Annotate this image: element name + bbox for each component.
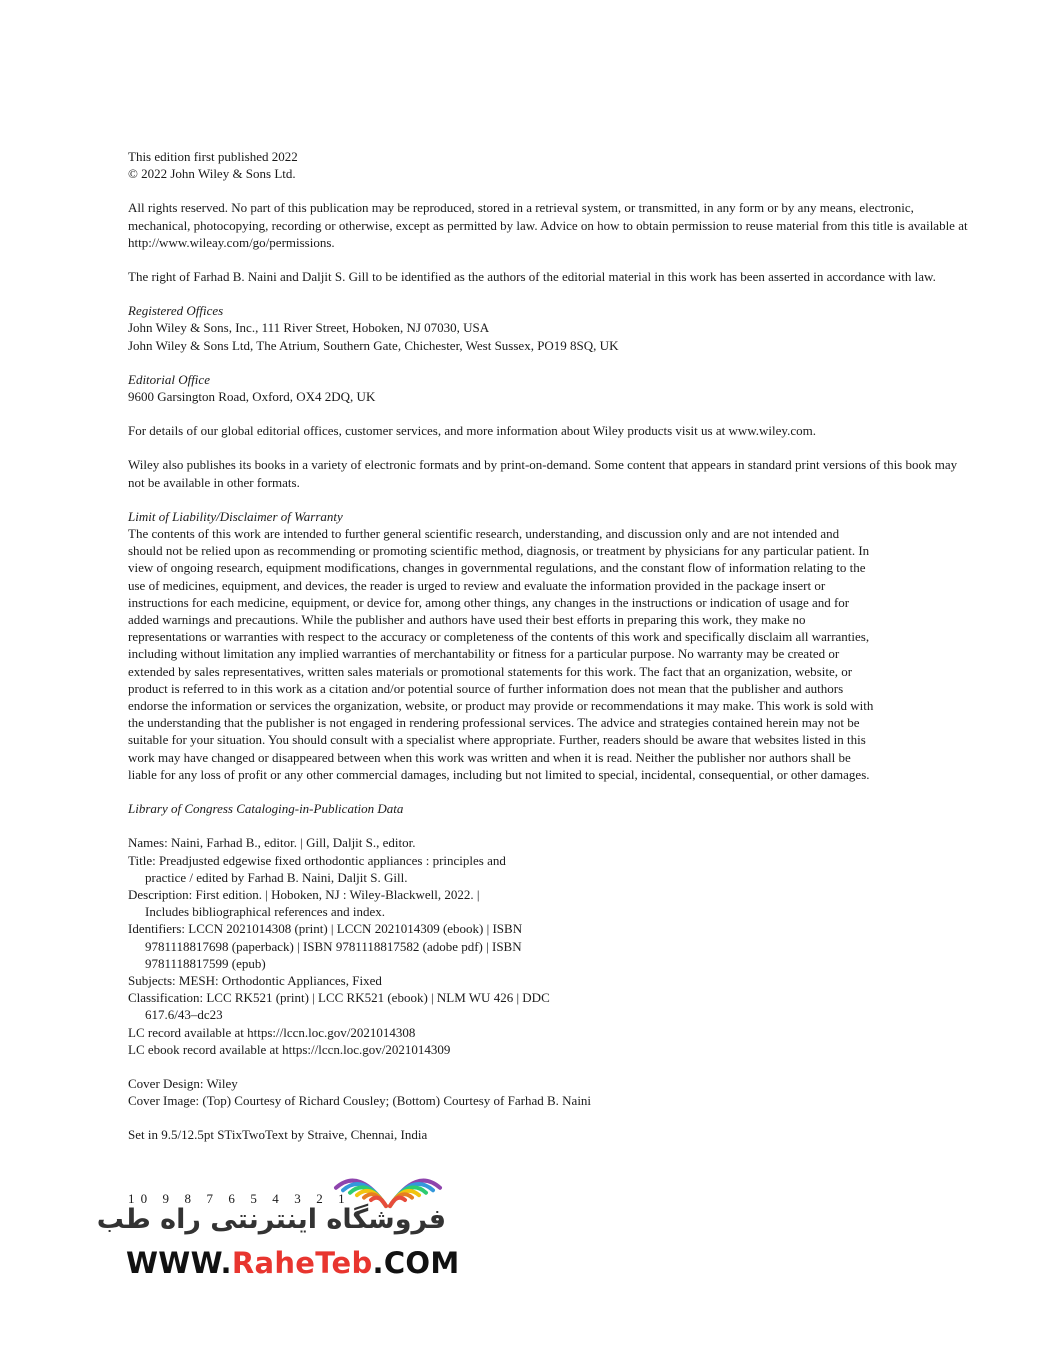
liability-line: work may have changed or disappeared between when this work was written and when it is read. Neither the publisher nor authors shall be	[128, 749, 851, 765]
open-book-rainbow-icon	[332, 1150, 444, 1210]
liability-line: liable for any loss of profit or any other commercial damages, including but not limited to special, incidental, consequential, or other damages.	[128, 766, 870, 782]
watermark-url-prefix: WWW.	[126, 1246, 232, 1280]
editorial-office-heading: Editorial Office	[128, 371, 210, 387]
cip-identifiers-continued: 9781118817698 (paperback) | ISBN 9781118817582 (adobe pdf) | ISBN	[145, 938, 522, 954]
liability-line: endorse the information or services the organization, website, or product may provide or recommendations it may make. This work is sold with	[128, 698, 874, 714]
cover-credits-block	[128, 1075, 968, 1109]
watermark-url	[126, 1246, 460, 1280]
liability-line: representations or warranties with respect to the accuracy or completeness of the contents of this work and specifically disclaim all warranties,	[128, 629, 870, 645]
authors-right-block	[128, 268, 968, 285]
liability-line: The contents of this work are intended to further general scientific research, understanding, and discussion only and are not intended and	[128, 526, 840, 542]
typeset-block	[128, 1126, 968, 1143]
liability-line: product is referred to in this work as a citation and/or potential source of further information does not mean that the publisher and authors	[128, 680, 844, 696]
editorial-office-block	[128, 371, 968, 405]
cover-design: Cover Design: Wiley	[128, 1075, 238, 1091]
cover-image: Cover Image: (Top) Courtesy of Richard Cousley; (Bottom) Courtesy of Farhad B. Naini	[128, 1093, 592, 1109]
rights-block	[128, 199, 968, 251]
cip-classification-continued: 617.6/43–dc23	[145, 1007, 223, 1023]
liability-line: extended by sales representatives, written sales materials or promotional statements for this work. The fact that an organization, website, or	[128, 663, 853, 679]
watermark-persian-text: فروشگاه اینترنتی راه طب	[96, 1204, 446, 1235]
print-line: 10 9 8 7 6 5 4 3 2 1	[128, 1191, 351, 1206]
copyright-line: © 2022 John Wiley & Sons Ltd.	[128, 166, 296, 182]
liability-line: should not be relied upon as recommending or promoting scientific method, diagnosis, or treatment by physicians for any particular patient. In	[128, 543, 870, 559]
global-offices-block	[128, 422, 968, 439]
formats-text: Wiley also publishes its books in a variety of electronic formats and by print-on-demand. Some content that appears in standard print versions of this book may not be available in other formats.	[128, 457, 958, 490]
edition-block	[128, 148, 968, 182]
lc-record: LC record available at https://lccn.loc.gov/2021014308	[128, 1024, 416, 1040]
liability-line: suitable for your situation. You should consult with a specialist where appropriate. Further, readers should be aware that websites listed in this	[128, 732, 866, 748]
cip-description: Description: First edition. | Hoboken, NJ : Wiley-Blackwell, 2022. |	[128, 886, 480, 902]
watermark-url-suffix: .COM	[372, 1246, 460, 1280]
edition-line: This edition first published 2022	[128, 149, 298, 164]
cip-names: Names: Naini, Farhad B., editor. | Gill, Daljit S., editor.	[128, 835, 416, 851]
registered-offices-heading: Registered Offices	[128, 303, 224, 319]
authors-right-text: The right of Farhad B. Naini and Daljit S. Gill to be identified as the authors of the editorial material in this work has been asserted in accordance with law.	[128, 269, 936, 285]
cip-classification: Classification: LCC RK521 (print) | LCC RK521 (ebook) | NLM WU 426 | DDC	[128, 990, 550, 1006]
liability-line: view of ongoing research, equipment modifications, changes in governmental regulations, and the constant flow of information relating to the	[128, 560, 866, 576]
liability-line: added warnings and precautions. While the publisher and authors have used their best efforts in preparing this work, they make no	[128, 612, 806, 628]
lc-ebook-record: LC ebook record available at https://lccn.loc.gov/2021014309	[128, 1041, 451, 1057]
cip-heading-block	[128, 800, 968, 817]
cip-title: Title: Preadjusted edgewise fixed orthodontic appliances : principles and	[128, 852, 506, 868]
registered-office-uk: John Wiley & Sons Ltd, The Atrium, Southern Gate, Chichester, West Sussex, PO19 8SQ, UK	[128, 337, 619, 353]
cip-identifiers: Identifiers: LCCN 2021014308 (print) | LCCN 2021014309 (ebook) | ISBN	[128, 921, 523, 937]
editorial-office-address: 9600 Garsington Road, Oxford, OX4 2DQ, UK	[128, 389, 376, 405]
registered-office-usa: John Wiley & Sons, Inc., 111 River Street, Hoboken, NJ 07030, USA	[128, 320, 490, 336]
cip-subjects: Subjects: MESH: Orthodontic Appliances, Fixed	[128, 972, 382, 988]
cip-identifiers-continued: 9781118817599 (epub)	[145, 955, 266, 971]
cip-title-continued: practice / edited by Farhad B. Naini, Daljit S. Gill.	[145, 869, 408, 885]
copyright-page	[128, 148, 968, 1161]
formats-block	[128, 456, 968, 490]
raheteb-watermark	[96, 1150, 460, 1286]
cip-heading: Library of Congress Cataloging-in-Publication Data	[128, 801, 404, 817]
liability-line: the understanding that the publisher is not engaged in rendering professional services. The advice and strategies contained herein may not be	[128, 715, 860, 731]
typeset-line: Set in 9.5/12.5pt STixTwoText by Straive, Chennai, India	[128, 1127, 428, 1143]
rights-text: All rights reserved. No part of this publication may be reproduced, stored in a retrieval system, or transmitted, in any form or by any means, electronic, mechanical, photocopying, recording or otherwise, except as permitted by law. Advice on how to obtain permission to reuse material from this title is available at http://www.wileay.com/go/permissions.	[128, 200, 968, 250]
cip-data-block	[128, 834, 968, 1058]
liability-heading: Limit of Liability/Disclaimer of Warranty	[128, 508, 343, 524]
cip-description-continued: Includes bibliographical references and index.	[145, 904, 386, 920]
watermark-url-name: RaheTeb	[231, 1246, 373, 1280]
global-offices-text: For details of our global editorial offices, customer services, and more information about Wiley products visit us at www.wiley.com.	[128, 423, 816, 439]
liability-line: including without limitation any implied warranties of merchantability or fitness for a particular purpose. No warranty may be created or	[128, 646, 840, 662]
liability-line: use of medicines, equipment, and devices, the reader is urged to review and evaluate the information provided in the package insert or	[128, 577, 826, 593]
liability-line: instructions for each medicine, equipment, or device for, among other things, any changes in the instructions or indication of usage and for	[128, 594, 850, 610]
liability-block	[128, 508, 968, 783]
registered-offices-block	[128, 302, 968, 354]
